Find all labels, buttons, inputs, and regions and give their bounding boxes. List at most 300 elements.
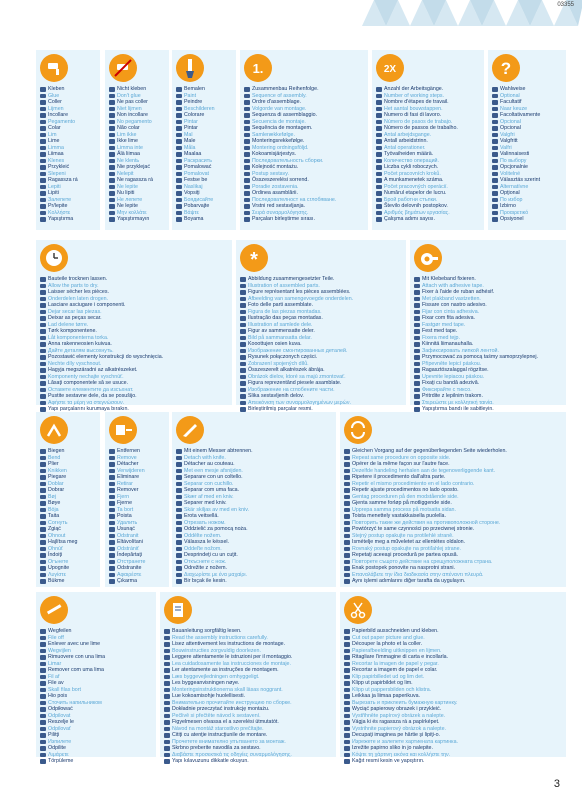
language-flag-icon bbox=[40, 394, 46, 399]
translation-text: Przykleić bbox=[48, 164, 70, 170]
language-flag-icon bbox=[40, 388, 46, 393]
translation-text: Választás szerint bbox=[500, 177, 541, 183]
language-flag-icon bbox=[40, 514, 46, 519]
translation-text: Fjern bbox=[117, 493, 130, 500]
language-flag-icon bbox=[176, 553, 182, 558]
language-flag-icon bbox=[244, 217, 250, 222]
translation-text: Niet lijmen bbox=[117, 105, 142, 112]
language-flag-icon bbox=[40, 579, 46, 584]
translation-text: Pritrdite z lepilnim trakom. bbox=[422, 393, 483, 399]
language-flag-icon bbox=[40, 191, 46, 196]
language-flag-icon bbox=[240, 284, 246, 289]
language-flag-icon bbox=[40, 540, 46, 545]
language-flag-icon bbox=[176, 566, 182, 571]
language-flag-icon bbox=[244, 133, 250, 138]
language-flag-icon bbox=[164, 681, 170, 686]
language-flag-icon bbox=[344, 462, 350, 467]
language-flag-icon bbox=[176, 508, 182, 513]
language-flag-icon bbox=[176, 198, 182, 203]
translation-list bbox=[40, 628, 154, 765]
language-flag-icon bbox=[376, 178, 382, 183]
language-flag-icon bbox=[40, 488, 46, 493]
translation-line bbox=[109, 578, 167, 585]
translation-text: Návod na montáž starostlivo prečítajte. bbox=[172, 725, 264, 732]
translation-text: Ler atentamente as instruções de montagem. bbox=[172, 667, 279, 673]
language-flag-icon bbox=[40, 668, 46, 673]
language-flag-icon bbox=[164, 707, 170, 712]
translation-text: Beschilderen bbox=[184, 105, 215, 112]
translation-text: Met plakband vastzetten. bbox=[422, 295, 481, 302]
language-flag-icon bbox=[176, 133, 182, 138]
translation-text: Mit Klebeband fixieren. bbox=[422, 276, 476, 282]
language-flag-icon bbox=[176, 475, 182, 480]
translation-text: Facultatif bbox=[500, 99, 522, 105]
translation-text: Изпилете bbox=[48, 738, 72, 745]
language-flag-icon bbox=[40, 642, 46, 647]
language-flag-icon bbox=[176, 540, 182, 545]
language-flag-icon bbox=[244, 198, 250, 203]
language-flag-icon bbox=[109, 534, 115, 539]
translation-line bbox=[344, 758, 564, 765]
translation-text: Повторить такие же действия на противоположной стороне. bbox=[352, 519, 501, 526]
translation-text: Número de pasos de trabajo. bbox=[384, 118, 453, 125]
legend-card bbox=[160, 592, 336, 764]
translation-text: Antal operationer. bbox=[384, 144, 426, 151]
language-flag-icon bbox=[40, 349, 46, 354]
legend-card bbox=[236, 240, 406, 412]
translation-line bbox=[376, 216, 482, 223]
language-flag-icon bbox=[40, 566, 46, 571]
translation-text: Αφήστε τα μέρη να στεγνώσουν. bbox=[48, 399, 125, 406]
language-flag-icon bbox=[40, 508, 46, 513]
translation-text: Ikke lime bbox=[117, 138, 138, 144]
translation-text: Entfernen bbox=[117, 448, 140, 454]
language-flag-icon bbox=[176, 126, 182, 131]
translation-text: Dobrar bbox=[48, 487, 65, 493]
translation-text: Вырезать и приклеить бумажную картинку. bbox=[352, 699, 458, 706]
translation-text: Отрезать ножом. bbox=[184, 519, 226, 526]
translation-text: Opérer de la même façon sur l'autre face. bbox=[352, 461, 450, 467]
language-flag-icon bbox=[40, 139, 46, 144]
translation-text: Piegare bbox=[48, 474, 67, 480]
language-flag-icon bbox=[240, 401, 246, 406]
language-flag-icon bbox=[176, 165, 182, 170]
translation-text: Отстранете bbox=[117, 558, 146, 565]
translation-text: Liczba cykli roboczych. bbox=[384, 164, 439, 170]
legend-card bbox=[372, 50, 484, 230]
language-flag-icon bbox=[164, 649, 170, 654]
translation-text: Opcional bbox=[500, 118, 521, 125]
translation-text: Valinnaisesti bbox=[500, 151, 530, 157]
language-flag-icon bbox=[492, 87, 498, 92]
language-flag-icon bbox=[344, 482, 350, 487]
translation-text: Sequenza di assemblaggio. bbox=[252, 112, 318, 118]
language-flag-icon bbox=[164, 675, 170, 680]
translation-text: Λιμάρετε bbox=[48, 751, 69, 758]
translation-text: Boyama bbox=[184, 216, 204, 222]
svg-text:1.: 1. bbox=[252, 61, 264, 76]
translation-text: Komponenty nechajte vyschnúť. bbox=[48, 373, 124, 380]
language-flag-icon bbox=[176, 462, 182, 467]
language-flag-icon bbox=[40, 126, 46, 131]
translation-text: Leggere attentamente le istruzioni per il montaggio. bbox=[172, 654, 293, 660]
legend-card bbox=[172, 50, 236, 230]
language-flag-icon bbox=[109, 566, 115, 571]
translation-list bbox=[344, 448, 564, 585]
language-flag-icon bbox=[376, 120, 382, 125]
translation-text: Enlever avec une lime bbox=[48, 641, 101, 647]
language-flag-icon bbox=[344, 753, 350, 758]
translation-text: Repetir ajuste procedimentos no lado oposto. bbox=[352, 487, 459, 493]
translation-text: Remover com uma lima bbox=[48, 667, 104, 673]
language-flag-icon bbox=[492, 133, 498, 138]
translation-text: Lim bbox=[48, 131, 57, 138]
language-flag-icon bbox=[40, 573, 46, 578]
language-flag-icon bbox=[176, 100, 182, 105]
language-flag-icon bbox=[244, 94, 250, 99]
translation-text: Kolejność montażu. bbox=[252, 164, 299, 170]
translation-text: Samlerækkefølge. bbox=[252, 131, 295, 138]
language-flag-icon bbox=[492, 146, 498, 151]
translation-text: Hagyja megszáradni az alkatrészeket. bbox=[48, 367, 138, 373]
translation-text: Ne lepite bbox=[117, 203, 138, 209]
translation-text: Remover bbox=[117, 487, 139, 493]
language-flag-icon bbox=[414, 336, 420, 341]
language-flag-icon bbox=[176, 456, 182, 461]
translation-text: Изображение смонтированных деталей. bbox=[248, 347, 348, 354]
translation-text: Lăsaţi componentele să se usuce. bbox=[48, 380, 129, 386]
language-flag-icon bbox=[344, 508, 350, 513]
translation-text: Ne ragasszа rá bbox=[117, 177, 153, 183]
translation-text: Knikken bbox=[48, 467, 67, 474]
translation-list bbox=[109, 86, 167, 223]
language-flag-icon bbox=[40, 636, 46, 641]
language-flag-icon bbox=[109, 573, 115, 578]
legend-card bbox=[410, 240, 566, 412]
language-flag-icon bbox=[344, 495, 350, 500]
language-flag-icon bbox=[176, 560, 182, 565]
translation-text: Število delovnih postopkov. bbox=[384, 203, 448, 209]
translation-text: Poradie zostavenia. bbox=[252, 183, 299, 190]
translation-text: Optional bbox=[500, 92, 520, 99]
translation-text: Lad delene tørre. bbox=[48, 321, 89, 328]
translation-text: Les byggeanvisningen nøye. bbox=[172, 680, 240, 686]
translation-text: Rysunek połączonych części. bbox=[248, 354, 318, 360]
language-flag-icon bbox=[109, 508, 115, 513]
translation-text: Fjerne bbox=[117, 500, 133, 506]
language-flag-icon bbox=[164, 759, 170, 764]
translation-text: Limma inte bbox=[117, 144, 143, 151]
language-flag-icon bbox=[109, 204, 115, 209]
translation-text: Yapıştırmayın bbox=[117, 216, 150, 222]
translation-text: Сточить напильником bbox=[48, 699, 102, 706]
language-flag-icon bbox=[109, 94, 115, 99]
language-flag-icon bbox=[40, 297, 46, 302]
translation-text: Wegvijlen bbox=[48, 647, 71, 654]
instruction-sheet-icon bbox=[164, 596, 192, 624]
translation-text: Fixer à l'aide de ruban adhésif. bbox=[422, 289, 495, 295]
language-flag-icon bbox=[40, 456, 46, 461]
language-flag-icon bbox=[164, 701, 170, 706]
language-flag-icon bbox=[40, 329, 46, 334]
translation-text: Yapı parçalarını kurumaya bırakın. bbox=[48, 406, 129, 412]
language-flag-icon bbox=[40, 217, 46, 222]
language-flag-icon bbox=[109, 185, 115, 190]
translation-text: Citiţi cu atenţie instrucţiunile de montare. bbox=[172, 732, 268, 738]
translation-text: Fijar con cinta adhesiva. bbox=[422, 308, 480, 315]
translation-text: Pintar bbox=[184, 118, 198, 125]
translation-line bbox=[492, 216, 564, 223]
language-flag-icon bbox=[40, 688, 46, 693]
translation-text: Vrstni red sestavljanja. bbox=[252, 203, 306, 209]
language-flag-icon bbox=[40, 714, 46, 719]
language-flag-icon bbox=[344, 579, 350, 584]
translation-text: Yapı kılavuzunu dikkatle okuyun. bbox=[172, 758, 249, 764]
translation-text: Összeszerelési sorrend. bbox=[252, 177, 309, 183]
language-flag-icon bbox=[40, 495, 46, 500]
language-flag-icon bbox=[109, 172, 115, 177]
language-flag-icon bbox=[492, 191, 498, 196]
language-flag-icon bbox=[244, 120, 250, 125]
language-flag-icon bbox=[40, 100, 46, 105]
language-flag-icon bbox=[109, 560, 115, 565]
language-flag-icon bbox=[40, 342, 46, 347]
language-flag-icon bbox=[344, 475, 350, 480]
language-flag-icon bbox=[344, 488, 350, 493]
translation-text: Λυγίστε bbox=[48, 571, 66, 578]
translation-text: Oddzielić za pomocą noża. bbox=[184, 526, 248, 532]
translation-text: Enak postopek ponovite na nasprotni strani. bbox=[352, 565, 456, 571]
translation-text: Peindre bbox=[184, 99, 203, 105]
translation-text: Toista menettely vastakkaisella puolella. bbox=[352, 513, 446, 519]
translation-text: Glue bbox=[48, 92, 60, 99]
language-flag-icon bbox=[40, 560, 46, 565]
language-flag-icon bbox=[492, 178, 498, 183]
translation-text: Figur av sammensatte deler. bbox=[248, 328, 315, 334]
translation-text: Sequence of assembly. bbox=[252, 92, 307, 99]
language-flag-icon bbox=[109, 178, 115, 183]
language-flag-icon bbox=[344, 553, 350, 558]
translation-text: Lasciare asciugare i componenti. bbox=[48, 302, 126, 308]
translation-text: Wyciąć papierowy obrazek i przykleić. bbox=[352, 706, 442, 712]
translation-text: Eliminare bbox=[117, 474, 140, 480]
translation-text: Pomalovat bbox=[184, 170, 210, 177]
translation-text: Počet pracovných operácií. bbox=[384, 183, 448, 190]
translation-text: Découper la photo et la coller. bbox=[352, 641, 423, 647]
translation-text: Don't glue bbox=[117, 92, 141, 99]
language-flag-icon bbox=[244, 211, 250, 216]
hand-glue-icon bbox=[40, 54, 68, 82]
translation-text: Bøj bbox=[48, 493, 56, 500]
language-flag-icon bbox=[414, 407, 420, 412]
translation-list bbox=[414, 276, 564, 413]
translation-text: Rimuovere con una lima bbox=[48, 654, 106, 660]
translation-text: Dejar secar las piezas. bbox=[48, 308, 102, 315]
translation-text: Coller bbox=[48, 99, 62, 105]
language-flag-icon bbox=[240, 355, 246, 360]
language-flag-icon bbox=[176, 94, 182, 99]
translation-text: Przymocować za pomocą taśmy samoprzylepnej. bbox=[422, 354, 538, 360]
language-flag-icon bbox=[164, 662, 170, 667]
translation-text: Poista bbox=[117, 513, 132, 519]
translation-text: Repetir el mismo procedimiento en el lado contrario. bbox=[352, 480, 475, 487]
language-flag-icon bbox=[40, 707, 46, 712]
language-flag-icon bbox=[164, 694, 170, 699]
language-flag-icon bbox=[109, 482, 115, 487]
language-flag-icon bbox=[40, 362, 46, 367]
language-flag-icon bbox=[414, 342, 420, 347]
language-flag-icon bbox=[164, 733, 170, 738]
translation-text: Volgorde van montage. bbox=[252, 105, 307, 112]
translation-text: Fixera med tejp. bbox=[422, 334, 460, 341]
language-flag-icon bbox=[376, 191, 382, 196]
language-flag-icon bbox=[40, 381, 46, 386]
language-flag-icon bbox=[40, 375, 46, 380]
language-flag-icon bbox=[414, 290, 420, 295]
language-flag-icon bbox=[414, 349, 420, 354]
translation-text: Verwijderen bbox=[117, 467, 145, 474]
language-flag-icon bbox=[109, 100, 115, 105]
language-flag-icon bbox=[40, 107, 46, 112]
translation-text: Odpilite bbox=[48, 745, 66, 751]
svg-text:?: ? bbox=[500, 59, 512, 78]
language-flag-icon bbox=[176, 87, 182, 92]
language-flag-icon bbox=[344, 527, 350, 532]
translation-text: Lime bbox=[48, 138, 60, 144]
language-flag-icon bbox=[109, 217, 115, 222]
language-flag-icon bbox=[164, 668, 170, 673]
language-flag-icon bbox=[414, 310, 420, 315]
legend-card bbox=[340, 592, 566, 764]
language-flag-icon bbox=[40, 753, 46, 758]
translation-text: Odstranite bbox=[117, 565, 142, 571]
translation-text: Anzahl der Arbeitsgänge. bbox=[384, 86, 444, 92]
adhesive-tape-icon bbox=[414, 244, 442, 272]
language-flag-icon bbox=[240, 277, 246, 282]
translation-text: Stejný postup opakujte na protilehlé straně. bbox=[352, 532, 454, 539]
language-flag-icon bbox=[109, 579, 115, 584]
language-flag-icon bbox=[344, 636, 350, 641]
language-flag-icon bbox=[40, 204, 46, 209]
translation-list bbox=[240, 276, 404, 413]
translation-text: Согнуть bbox=[48, 519, 68, 526]
product-code: 03355 bbox=[557, 2, 574, 8]
translation-text: Ismételje meg a műveletet az ellentétes oldalon. bbox=[352, 539, 466, 545]
legend-card bbox=[105, 412, 169, 587]
language-flag-icon bbox=[240, 375, 246, 380]
language-flag-icon bbox=[414, 394, 420, 399]
translation-text: Figura de las piezas montadas. bbox=[248, 308, 322, 315]
language-flag-icon bbox=[40, 547, 46, 552]
translation-text: Последователност на сглобяване. bbox=[252, 196, 337, 203]
language-flag-icon bbox=[40, 165, 46, 170]
translation-text: Nelepit bbox=[117, 170, 134, 177]
translation-text: Ne lepite bbox=[117, 183, 138, 190]
translation-text: Não colar bbox=[117, 125, 140, 131]
translation-text: Détacher au couteau. bbox=[184, 461, 235, 467]
translation-text: Îndoiţi bbox=[48, 552, 63, 558]
language-flag-icon bbox=[344, 449, 350, 454]
language-flag-icon bbox=[40, 290, 46, 295]
translation-text: Pegamento bbox=[48, 118, 76, 125]
language-flag-icon bbox=[414, 401, 420, 406]
translation-text: Odpiłować bbox=[48, 706, 73, 712]
illustration-asterisk-icon bbox=[240, 244, 268, 272]
translation-text: Fixar com fita adesiva. bbox=[422, 315, 475, 321]
language-flag-icon bbox=[376, 100, 382, 105]
translation-text: Numero di fasi di lavoro. bbox=[384, 112, 442, 118]
language-flag-icon bbox=[376, 94, 382, 99]
language-flag-icon bbox=[109, 113, 115, 118]
translation-text: Figura reprezentând piesele asamblate. bbox=[248, 380, 342, 386]
language-flag-icon bbox=[492, 113, 498, 118]
language-flag-icon bbox=[176, 146, 182, 151]
language-flag-icon bbox=[176, 178, 182, 183]
language-flag-icon bbox=[240, 388, 246, 393]
language-flag-icon bbox=[492, 126, 498, 131]
translation-text: Monteringsinstruktionerna skall läsas noggrant. bbox=[172, 686, 283, 693]
language-flag-icon bbox=[164, 727, 170, 732]
language-flag-icon bbox=[414, 381, 420, 386]
translation-text: File av bbox=[48, 680, 64, 686]
legend-card bbox=[172, 412, 336, 587]
language-flag-icon bbox=[40, 759, 46, 764]
language-flag-icon bbox=[414, 375, 420, 380]
language-flag-icon bbox=[164, 629, 170, 634]
translation-text: Bauanleitung sorgfältig lesen. bbox=[172, 628, 242, 634]
translation-text: Pozostawić elementy konstrukcji do wyschnięcia. bbox=[48, 354, 164, 360]
language-flag-icon bbox=[492, 159, 498, 164]
language-flag-icon bbox=[176, 495, 182, 500]
translation-list bbox=[164, 628, 334, 765]
language-flag-icon bbox=[40, 87, 46, 92]
language-flag-icon bbox=[40, 740, 46, 745]
translation-text: Válassza le késsel. bbox=[184, 539, 230, 545]
translation-text: Προαιρετικό bbox=[500, 209, 529, 216]
translation-text: File off bbox=[48, 634, 64, 641]
language-flag-icon bbox=[344, 514, 350, 519]
language-flag-icon bbox=[40, 681, 46, 686]
translation-text: Bend bbox=[48, 454, 61, 461]
language-flag-icon bbox=[176, 185, 182, 190]
language-flag-icon bbox=[40, 694, 46, 699]
language-flag-icon bbox=[176, 501, 182, 506]
translation-text: Desprindeţi cu un cuţit. bbox=[184, 552, 238, 558]
translation-text: Doblar bbox=[48, 480, 64, 487]
language-flag-icon bbox=[109, 120, 115, 125]
translation-text: Pr/lepite bbox=[48, 203, 68, 209]
translation-text: Απεικόνιση των συναρμολογημένων μερών. bbox=[248, 399, 351, 406]
language-flag-icon bbox=[414, 297, 420, 302]
translation-text: Måla bbox=[184, 144, 196, 151]
language-flag-icon bbox=[40, 449, 46, 454]
language-flag-icon bbox=[344, 746, 350, 751]
language-flag-icon bbox=[176, 191, 182, 196]
translation-text: Paint bbox=[184, 92, 197, 99]
language-flag-icon bbox=[109, 449, 115, 454]
svg-text:*: * bbox=[250, 249, 258, 271]
language-flag-icon bbox=[176, 107, 182, 112]
translation-text: A munkamenetek száma. bbox=[384, 177, 444, 183]
translation-text: Izbirno bbox=[500, 203, 516, 209]
language-flag-icon bbox=[40, 303, 46, 308]
language-flag-icon bbox=[40, 159, 46, 164]
language-flag-icon bbox=[240, 297, 246, 302]
language-flag-icon bbox=[492, 204, 498, 209]
language-flag-icon bbox=[176, 534, 182, 539]
language-flag-icon bbox=[240, 342, 246, 347]
language-flag-icon bbox=[40, 655, 46, 660]
